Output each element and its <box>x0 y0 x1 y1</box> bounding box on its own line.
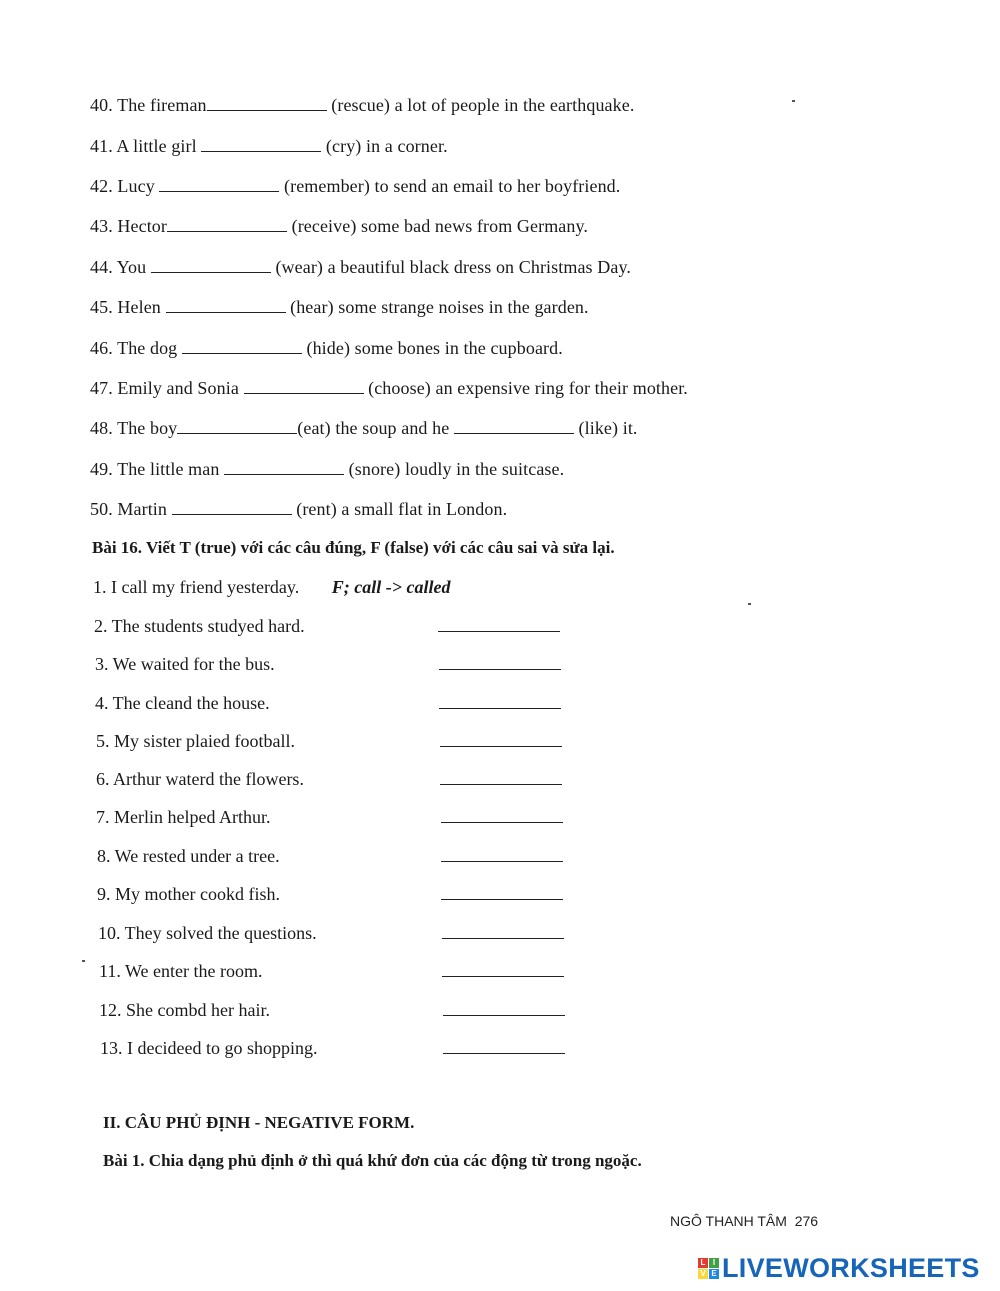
liveworksheets-brand[interactable] <box>698 1253 980 1284</box>
tf-item: 13. I decideed to go shopping. <box>100 1038 318 1058</box>
answer-blank[interactable] <box>177 419 297 434</box>
exercise-item-49: 49. The little man (snore) loudly in the suitcase. <box>90 459 565 479</box>
tf-item: 11. We enter the room. <box>99 961 263 981</box>
answer-blank[interactable] <box>224 460 344 475</box>
exercise-item-45: 45. Helen (hear) some strange noises in the garden. <box>90 297 589 317</box>
exercise-item-42: 42. Lucy (remember) to send an email to her boyfriend. <box>90 176 621 196</box>
exercise-item-40: 40. The fireman (rescue) a lot of people in the earthquake. <box>90 95 635 115</box>
tf-answer-blank[interactable] <box>442 975 564 977</box>
tf-answer-blank[interactable] <box>441 860 563 862</box>
scan-speck <box>748 603 751 605</box>
exercise-item-41: 41. A little girl (cry) in a corner. <box>90 136 448 156</box>
exercise-item-50: 50. Martin (rent) a small flat in London. <box>90 499 508 519</box>
example-answer: F; call -> called <box>331 577 451 597</box>
exercise-16-example <box>93 577 451 598</box>
answer-blank[interactable] <box>201 137 321 152</box>
exercise-item-46: 46. The dog (hide) some bones in the cupboard. <box>90 338 563 358</box>
exercise-item-43: 43. Hector (receive) some bad news from Germany. <box>90 216 589 236</box>
page-footer <box>670 1213 818 1229</box>
tf-answer-blank[interactable] <box>441 898 563 900</box>
scan-speck <box>82 960 85 962</box>
author-name: NGÔ THANH TÂM <box>670 1213 787 1229</box>
example-sentence: 1. I call my friend yesterday. <box>93 577 300 597</box>
tf-item: 4. The cleand the house. <box>95 693 270 713</box>
answer-blank[interactable] <box>244 379 364 394</box>
tf-item: 3. We waited for the bus. <box>95 654 275 674</box>
liveworksheets-logo-icon: L I V E <box>698 1258 719 1279</box>
tf-answer-blank[interactable] <box>443 1052 565 1054</box>
answer-blank[interactable] <box>454 419 574 434</box>
answer-blank[interactable] <box>166 298 286 313</box>
tf-item: 9. My mother cookd fish. <box>97 884 280 904</box>
tf-answer-blank[interactable] <box>438 630 560 632</box>
tf-item: 5. My sister plaied football. <box>96 731 295 751</box>
answer-blank[interactable] <box>172 500 292 515</box>
tf-answer-blank[interactable] <box>441 821 563 823</box>
exercise-item-44: 44. You (wear) a beautiful black dress on Christmas Day. <box>90 257 631 277</box>
tf-answer-blank[interactable] <box>443 1014 565 1016</box>
section-2-title: II. CÂU PHỦ ĐỊNH - NEGATIVE FORM. <box>103 1113 415 1132</box>
tf-answer-blank[interactable] <box>439 668 561 670</box>
tf-item: 6. Arthur waterd the flowers. <box>96 769 304 789</box>
section-2-exercise-1-heading: Bài 1. Chia dạng phủ định ở thì quá khứ đơn của các động từ trong ngoặc. <box>103 1151 642 1170</box>
answer-blank[interactable] <box>167 217 287 232</box>
answer-blank[interactable] <box>182 339 302 354</box>
brand-name: LIVEWORKSHEETS <box>722 1253 980 1283</box>
tf-answer-blank[interactable] <box>440 745 562 747</box>
answer-blank[interactable] <box>159 177 279 192</box>
tf-item: 8. We rested under a tree. <box>97 846 280 866</box>
tf-item: 12. She combd her hair. <box>99 1000 270 1020</box>
tf-item: 2. The students studyed hard. <box>94 616 305 636</box>
tf-answer-blank[interactable] <box>440 783 562 785</box>
page-number: 276 <box>794 1213 819 1229</box>
exercise-item-47: 47. Emily and Sonia (choose) an expensive ring for their mother. <box>90 378 688 398</box>
answer-blank[interactable] <box>151 258 271 273</box>
exercise-item-48: 48. The boy (eat) the soup and he (like) it. <box>90 418 638 438</box>
answer-blank[interactable] <box>207 96 327 111</box>
tf-item: 10. They solved the questions. <box>98 923 317 943</box>
tf-answer-blank[interactable] <box>439 707 561 709</box>
exercise-16-heading: Bài 16. Viết T (true) với các câu đúng, F (false) với các câu sai và sửa lại. <box>92 538 615 557</box>
tf-answer-blank[interactable] <box>442 937 564 939</box>
scan-speck <box>792 100 795 102</box>
tf-item: 7. Merlin helped Arthur. <box>96 807 271 827</box>
